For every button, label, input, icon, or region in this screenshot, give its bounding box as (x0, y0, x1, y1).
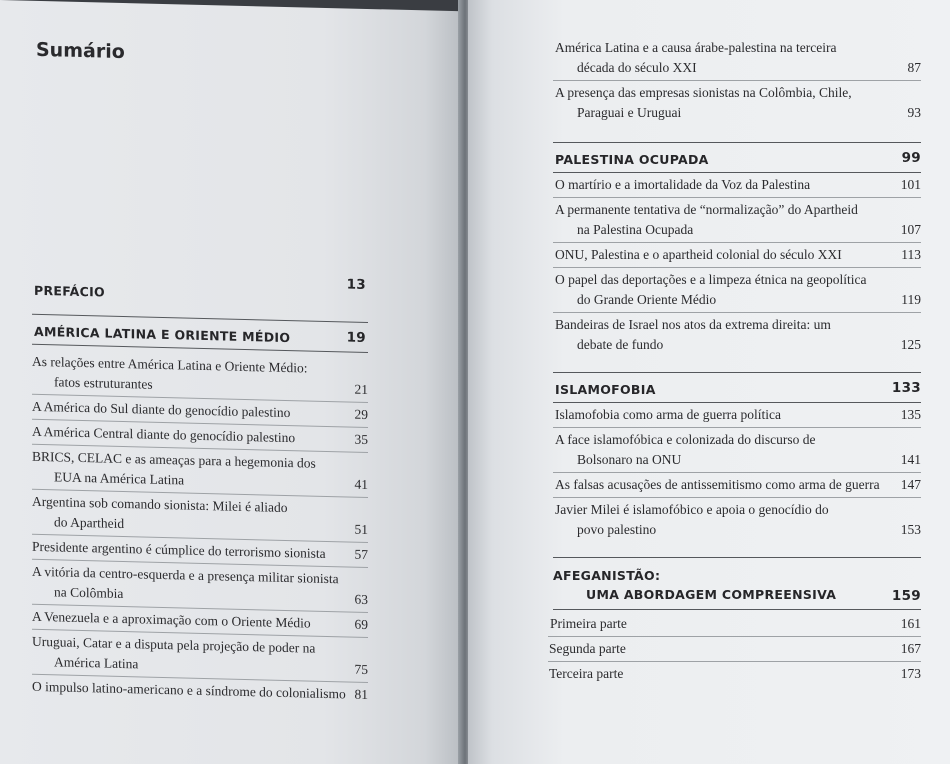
toc-entry[interactable] (555, 430, 921, 470)
toc-section-palestina (555, 152, 921, 167)
entry-title-cont: fatos estruturantes (54, 374, 153, 392)
toc-entry[interactable] (555, 200, 921, 240)
entry-page: 173 (900, 666, 921, 681)
entry-page: 75 (354, 661, 368, 677)
toc-entry[interactable] (32, 492, 368, 540)
entry-title-cont: década do século XXI (577, 60, 697, 75)
entry-title: As falsas acusações de antissemitismo como arma de guerra (555, 477, 880, 492)
entry-title: Bandeiras de Israel nos atos da extrema direita: um (555, 317, 831, 332)
entry-page: 119 (901, 292, 921, 307)
section-page: 159 (891, 588, 921, 604)
entry-title: As relações entre América Latina e Oriente Médio: (32, 353, 308, 376)
entry-title: A presença das empresas sionistas na Colômbia, Chile, (555, 85, 852, 100)
entry-title-cont: povo palestino (577, 522, 657, 537)
entry-title: América Latina e a causa árabe-palestina na terceira (555, 40, 837, 55)
entry-title: Islamofobia como arma de guerra política (555, 407, 782, 422)
divider (553, 427, 921, 428)
entry-title: Segunda parte (549, 641, 626, 656)
entry-page: 161 (900, 616, 921, 631)
toc-section-america-latina (34, 324, 366, 347)
section-label: PREFÁCIO (34, 282, 105, 300)
toc-entry[interactable] (555, 175, 921, 195)
entry-page: 153 (900, 522, 921, 537)
toc-entry[interactable] (32, 447, 368, 495)
section-page: 133 (891, 380, 921, 396)
entry-title: A América Central diante do genocídio palestino (32, 423, 296, 446)
page-title: Sumário (36, 38, 125, 64)
toc-entry[interactable] (555, 83, 921, 123)
entry-title: ONU, Palestina e o apartheid colonial do século XXI (555, 247, 842, 262)
toc-entry[interactable] (32, 632, 368, 680)
entry-title: Uruguai, Catar e a disputa pela projeção de poder na (32, 633, 316, 656)
entry-title: A vitória da centro-esquerda e a presença militar sionista (32, 563, 339, 587)
section-page: 13 (346, 276, 366, 293)
entry-title: Javier Milei é islamofóbico e apoia o genocídio do (555, 502, 829, 517)
entry-page: 167 (900, 641, 921, 656)
entry-title-cont: na Palestina Ocupada (577, 222, 694, 237)
toc-entry[interactable] (555, 315, 921, 355)
divider (553, 497, 921, 498)
section-page: 99 (901, 150, 921, 166)
divider (553, 609, 921, 610)
entry-title: Presidente argentino é cúmplice do terrorismo sionista (32, 538, 326, 561)
entry-title-cont: América Latina (54, 654, 139, 672)
section-label-cont: UMA ABORDAGEM COMPREENSIVA (586, 587, 837, 602)
entry-page: 51 (354, 521, 368, 537)
entry-title: O martírio e a imortalidade da Voz da Palestina (555, 177, 811, 192)
toc-entry[interactable] (555, 475, 921, 495)
right-page (468, 0, 950, 764)
toc-entry[interactable] (550, 614, 921, 634)
entry-page: 57 (354, 546, 368, 562)
entry-page: 107 (900, 222, 921, 237)
entry-page: 93 (907, 105, 921, 120)
entry-title-cont: Bolsonaro na ONU (577, 452, 682, 467)
entry-title-cont: EUA na América Latina (54, 469, 185, 488)
entry-page: 141 (900, 452, 921, 467)
section-page: 19 (346, 329, 366, 346)
entry-title-cont: Paraguai e Uruguai (577, 105, 682, 120)
entry-title: A Venezuela e a aproximação com o Oriente Médio (32, 608, 311, 631)
entry-page: 125 (900, 337, 921, 352)
divider (553, 197, 921, 198)
toc-entry[interactable] (549, 664, 921, 684)
divider (32, 314, 368, 323)
divider (553, 267, 921, 268)
divider (548, 636, 921, 637)
section-label: AFEGANISTÃO: (553, 568, 661, 583)
toc-entry[interactable] (555, 38, 921, 78)
entry-page: 113 (901, 247, 921, 262)
toc-entry[interactable] (32, 352, 368, 400)
entry-title-cont: do Apartheid (54, 514, 125, 532)
entry-page: 101 (900, 177, 921, 192)
entry-page: 147 (900, 477, 921, 492)
divider (553, 142, 921, 143)
toc-entry[interactable] (555, 405, 921, 425)
entry-title: O impulso latino-americano e a síndrome do colonialismo (32, 678, 346, 702)
divider (553, 372, 921, 373)
entry-title: A face islamofóbica e colonizada do discurso de (555, 432, 816, 447)
entry-page: 81 (354, 686, 368, 702)
entry-page: 35 (354, 431, 368, 447)
entry-title: Terceira parte (549, 666, 624, 681)
entry-page: 29 (354, 406, 368, 422)
entry-page: 69 (354, 616, 368, 632)
divider (553, 242, 921, 243)
entry-page: 87 (907, 60, 921, 75)
entry-title-cont: debate de fundo (577, 337, 664, 352)
divider (553, 172, 921, 173)
entry-title: Argentina sob comando sionista: Milei é aliado (32, 493, 288, 516)
entry-page: 41 (354, 476, 368, 492)
divider (548, 661, 921, 662)
section-label: ISLAMOFOBIA (555, 382, 656, 397)
divider (553, 402, 921, 403)
entry-title: O papel das deportações e a limpeza étnica na geopolítica (555, 272, 867, 287)
toc-entry[interactable] (555, 245, 921, 265)
toc-entry[interactable] (555, 500, 921, 540)
divider (553, 80, 921, 81)
section-label: PALESTINA OCUPADA (555, 152, 709, 167)
entry-page: 21 (354, 381, 368, 397)
entry-title: A permanente tentativa de “normalização” do Apartheid (555, 202, 858, 217)
toc-entry[interactable] (549, 639, 921, 659)
entry-title-cont: do Grande Oriente Médio (577, 292, 717, 307)
toc-entry[interactable] (32, 562, 368, 610)
section-label: AMÉRICA LATINA E ORIENTE MÉDIO (34, 323, 291, 346)
toc-entry[interactable] (555, 270, 921, 310)
toc-section-afeganistao (553, 568, 921, 602)
divider (553, 557, 921, 558)
entry-title-cont: na Colômbia (54, 584, 124, 602)
left-page (0, 0, 462, 764)
entry-title: A América do Sul diante do genocídio palestino (32, 398, 291, 421)
entry-page: 63 (354, 591, 368, 607)
entry-title: Primeira parte (550, 616, 627, 631)
toc-section-prefacio (34, 276, 366, 306)
entry-page: 135 (900, 407, 921, 422)
divider (553, 312, 921, 313)
divider (553, 472, 921, 473)
entry-title: BRICS, CELAC e as ameaças para a hegemonia dos (32, 448, 316, 471)
toc-section-islamofobia (555, 382, 921, 397)
